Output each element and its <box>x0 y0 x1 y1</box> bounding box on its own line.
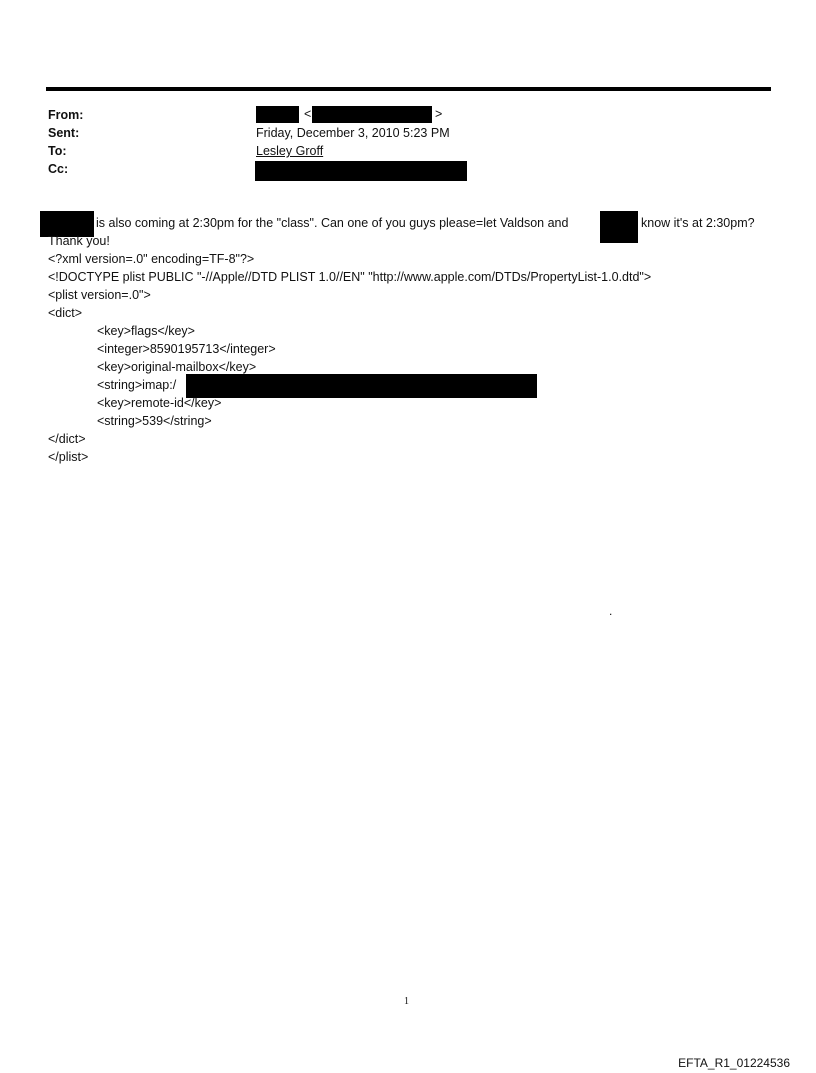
body-line-14: </plist> <box>48 450 89 464</box>
body-line-9: <key>original-mailbox</key> <box>97 360 257 374</box>
body-line-8: <integer>8590195713</integer> <box>97 342 276 356</box>
body-line-1a: is also coming at 2:30pm for the "class". Can one of you guys please=let Valdson and <box>96 216 569 230</box>
body-line-10: <string>imap:/ <box>97 378 177 392</box>
body-line-7: <key>flags</key> <box>97 324 195 338</box>
body-name-redaction-2 <box>600 211 638 243</box>
body-line-3: <?xml version=.0" encoding=TF-8"?> <box>48 252 255 266</box>
body-line-13: </dict> <box>48 432 86 446</box>
cc-label: Cc: <box>48 162 69 176</box>
to-value: Lesley Groff <box>256 144 324 158</box>
document-id: EFTA_R1_01224536 <box>678 1056 790 1070</box>
imap-redaction <box>186 374 537 398</box>
body-line-1b: know it's at 2:30pm? <box>641 216 755 230</box>
from-gt: > <box>435 107 443 121</box>
from-email-redaction <box>312 106 432 123</box>
to-label: To: <box>48 144 67 158</box>
body-line-2: Thank you! <box>48 234 110 248</box>
from-label: From: <box>48 108 84 122</box>
body-line-4: <!DOCTYPE plist PUBLIC "-//Apple//DTD PLIST 1.0//EN" "http://www.apple.com/DTDs/PropertyList-1.0.dtd"> <box>48 270 652 284</box>
from-name-redaction <box>256 106 299 123</box>
sent-value: Friday, December 3, 2010 5:23 PM <box>256 126 450 140</box>
body-line-5: <plist version=.0"> <box>48 288 151 302</box>
body-line-11: <key>remote-id</key> <box>97 396 222 410</box>
cc-redaction <box>255 161 467 181</box>
page-number: 1 <box>404 996 409 1007</box>
sent-label: Sent: <box>48 126 80 140</box>
from-lt: < <box>304 107 312 121</box>
stray-dot: . <box>609 604 613 618</box>
header-rule <box>46 87 771 91</box>
body-line-6: <dict> <box>48 306 83 320</box>
body-line-12: <string>539</string> <box>97 414 212 428</box>
